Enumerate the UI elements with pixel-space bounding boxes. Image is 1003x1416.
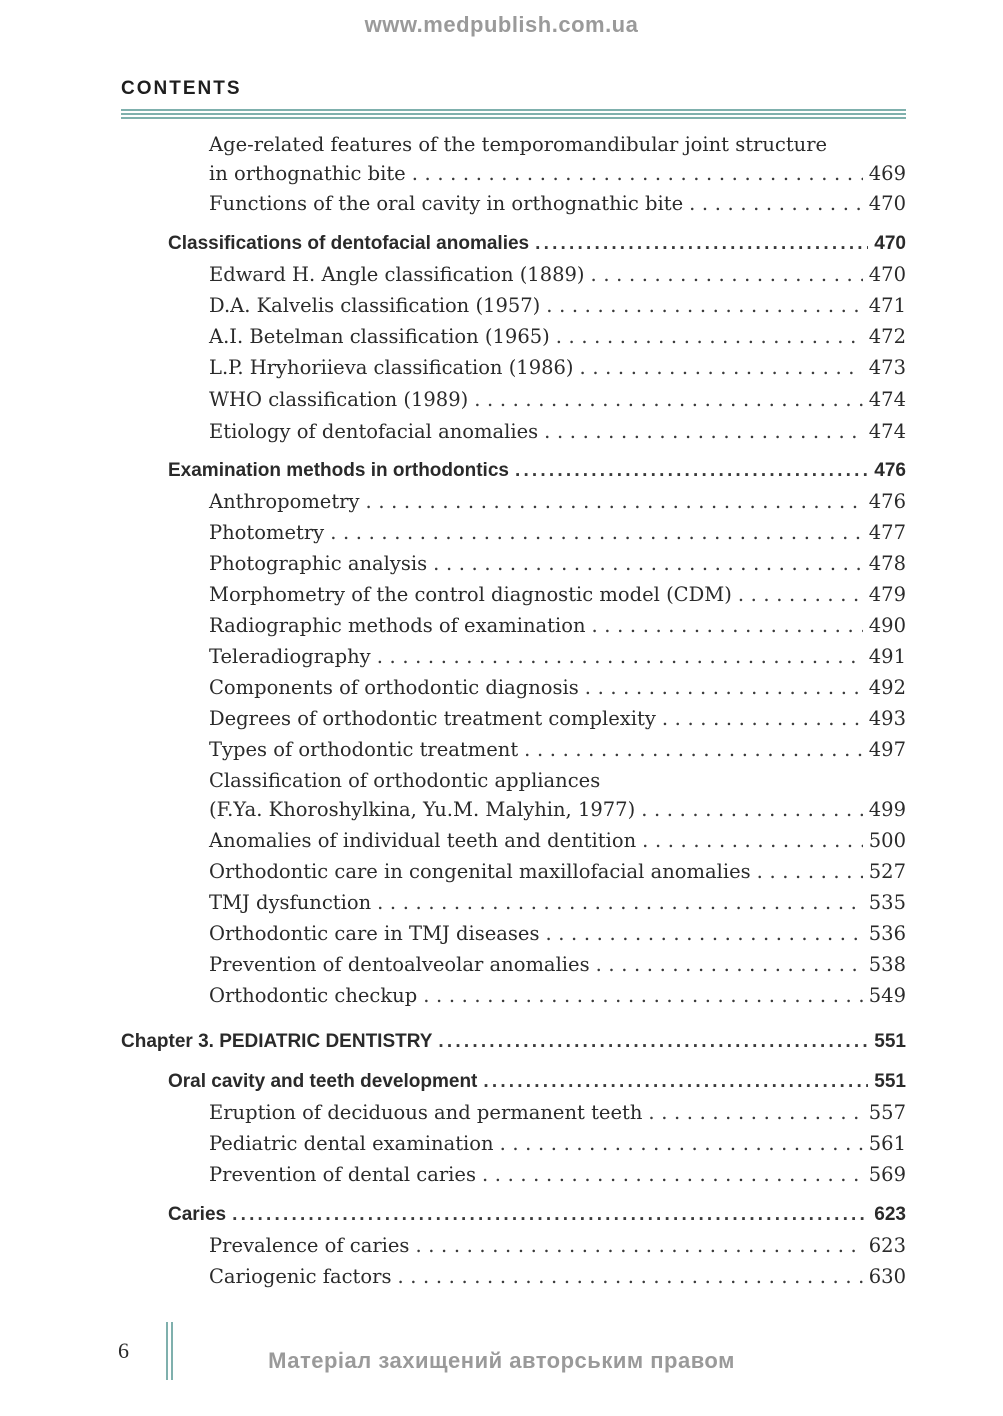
dot-leader xyxy=(580,354,863,382)
dot-leader xyxy=(535,230,868,258)
toc-entry-title: Photographic analysis xyxy=(209,552,428,575)
dot-leader xyxy=(524,736,863,764)
toc-entry-page: 535 xyxy=(868,891,906,914)
toc-entry-title: WHO classification (1989) xyxy=(209,388,469,411)
toc-entry-page: 470 xyxy=(868,263,906,286)
toc-entry-title: Photometry xyxy=(209,521,325,544)
toc-entry-page: 490 xyxy=(868,614,906,637)
toc-section[interactable] xyxy=(168,230,906,258)
toc-entry-title: Radiographic methods of examination xyxy=(209,614,586,637)
toc-subsection[interactable] xyxy=(209,261,906,289)
toc-subsection[interactable] xyxy=(209,705,906,733)
dot-leader xyxy=(738,581,863,609)
toc-subsection[interactable] xyxy=(209,1161,906,1189)
toc-entry-title: Etiology of dentofacial anomalies xyxy=(209,420,539,443)
toc-entry-page: 471 xyxy=(868,294,906,317)
toc-entry-page: 538 xyxy=(868,953,906,976)
dot-leader xyxy=(377,643,863,671)
toc-entry-page: 478 xyxy=(868,552,906,575)
dot-leader xyxy=(415,1232,862,1260)
toc-subsection[interactable] xyxy=(209,386,906,414)
dot-leader xyxy=(545,920,862,948)
dot-leader xyxy=(642,827,863,855)
toc-entry-page: 470 xyxy=(874,233,906,254)
dot-leader xyxy=(546,292,862,320)
page-number: 6 xyxy=(118,1338,129,1363)
toc-entry-title: in orthognathic bite xyxy=(209,162,406,185)
toc-entry-page: 497 xyxy=(868,738,906,761)
toc-entry-title: Orthodontic care in TMJ diseases xyxy=(209,922,540,945)
toc-entry-title: Eruption of deciduous and permanent teeth xyxy=(209,1101,643,1124)
toc-entry-page: 493 xyxy=(868,707,906,730)
dot-leader xyxy=(433,550,863,578)
watermark-bottom: Матеріал захищений авторським правом xyxy=(268,1348,735,1373)
toc-subsection[interactable] xyxy=(209,951,906,979)
toc-entry-title: Edward H. Angle classification (1889) xyxy=(209,263,585,286)
dot-leader xyxy=(757,858,863,886)
dot-leader xyxy=(648,1099,862,1127)
toc-subsection[interactable] xyxy=(209,736,906,764)
toc-entry-title: Orthodontic checkup xyxy=(209,984,418,1007)
toc-subsection[interactable] xyxy=(209,418,906,446)
toc-subsection[interactable] xyxy=(209,354,906,382)
dot-leader xyxy=(438,1028,868,1056)
toc-entry-page: 551 xyxy=(874,1031,906,1052)
toc-subsection[interactable] xyxy=(209,643,906,671)
toc-entry-first-line: Age-related features of the temporomandibular joint structure xyxy=(209,133,828,156)
toc-subsection[interactable] xyxy=(209,519,906,547)
toc-entry-title: Components of orthodontic diagnosis xyxy=(209,676,579,699)
toc-entry-title: Anomalies of individual teeth and dentition xyxy=(209,829,637,852)
dot-leader xyxy=(412,160,863,188)
toc-entry-page: 472 xyxy=(868,325,906,348)
dot-leader xyxy=(330,519,863,547)
toc-subsection[interactable] xyxy=(209,190,906,218)
toc-entry-page: 474 xyxy=(868,420,906,443)
watermark-top: www.medpublish.com.ua xyxy=(364,12,639,37)
toc-section[interactable] xyxy=(168,1068,906,1096)
toc-entry-title: Prevention of dentoalveolar anomalies xyxy=(209,953,590,976)
dot-leader xyxy=(689,190,863,218)
toc-entry-page: 470 xyxy=(868,192,906,215)
toc-subsection[interactable] xyxy=(209,796,906,824)
toc-entry-page: 551 xyxy=(874,1071,906,1092)
toc-entry-title: TMJ dysfunction xyxy=(209,891,372,914)
toc-subsection[interactable] xyxy=(209,982,906,1010)
toc-entry-title: Prevalence of caries xyxy=(209,1234,410,1257)
dot-leader xyxy=(641,796,863,824)
page-header: CONTENTS xyxy=(121,78,242,99)
toc-subsection[interactable] xyxy=(209,827,906,855)
toc-entry-title: Types of orthodontic treatment xyxy=(209,738,519,761)
toc-entry-title: Pediatric dental examination xyxy=(209,1132,494,1155)
toc-entry-title: Teleradiography xyxy=(209,645,371,668)
toc-entry-page: 479 xyxy=(868,583,906,606)
toc-entry-title: Degrees of orthodontic treatment complexity xyxy=(209,707,656,730)
toc-subsection[interactable] xyxy=(209,858,906,886)
dot-leader xyxy=(482,1161,863,1189)
toc-subsection[interactable] xyxy=(209,889,906,917)
toc-entry-title: (F.Ya. Khoroshylkina, Yu.M. Malyhin, 1977) xyxy=(209,798,636,821)
toc-entry-page: 536 xyxy=(868,922,906,945)
toc-section[interactable] xyxy=(168,1201,906,1229)
dot-leader xyxy=(662,705,863,733)
toc-subsection[interactable] xyxy=(209,1130,906,1158)
toc-entry-page: 473 xyxy=(868,356,906,379)
toc-entry-title: Anthropometry xyxy=(209,490,360,513)
toc-entry-first-line: Classification of orthodontic appliances xyxy=(209,769,601,792)
toc-entry-page: 630 xyxy=(868,1265,906,1288)
toc-entry-title: Prevention of dental caries xyxy=(209,1163,476,1186)
dot-leader xyxy=(585,674,863,702)
toc-entry-page: 474 xyxy=(868,388,906,411)
toc-subsection[interactable] xyxy=(209,581,906,609)
dot-leader xyxy=(596,951,863,979)
toc-chapter[interactable] xyxy=(121,1028,906,1056)
dot-leader xyxy=(591,261,863,289)
toc-entry-page: 492 xyxy=(868,676,906,699)
toc-entry-title: Cariogenic factors xyxy=(209,1265,392,1288)
toc-entry-page: 476 xyxy=(868,490,906,513)
toc-entry-title: Functions of the oral cavity in orthognathic bite xyxy=(209,192,684,215)
toc-entry-title: A.I. Betelman classification (1965) xyxy=(209,325,550,348)
toc-entry-title: Orthodontic care in congenital maxillofacial anomalies xyxy=(209,860,751,883)
toc-entry-title: D.A. Kalvelis classification (1957) xyxy=(209,294,541,317)
dot-leader xyxy=(423,982,863,1010)
toc-subsection[interactable] xyxy=(209,1232,906,1260)
toc-entry-title: Classifications of dentofacial anomalies xyxy=(168,233,530,254)
toc-entry-title: L.P. Hryhoriieva classification (1986) xyxy=(209,356,574,379)
toc-section[interactable] xyxy=(168,457,906,485)
toc-entry-page: 527 xyxy=(868,860,906,883)
dot-leader xyxy=(377,889,863,917)
toc-entry-page: 499 xyxy=(868,798,906,821)
dot-leader xyxy=(592,612,863,640)
toc-subsection[interactable] xyxy=(209,323,906,351)
toc-subsection[interactable] xyxy=(209,920,906,948)
dot-leader xyxy=(515,457,868,485)
toc-subsection[interactable] xyxy=(209,550,906,578)
dot-leader xyxy=(556,323,863,351)
dot-leader xyxy=(397,1263,862,1291)
dot-leader xyxy=(544,418,863,446)
dot-leader xyxy=(366,488,863,516)
toc-subsection[interactable] xyxy=(209,1099,906,1127)
toc-entry-title: Morphometry of the control diagnostic model (CDM) xyxy=(209,583,732,606)
toc-subsection[interactable] xyxy=(209,1263,906,1291)
toc-entry-page: 477 xyxy=(868,521,906,544)
toc-entry-page: 561 xyxy=(868,1132,906,1155)
dot-leader xyxy=(500,1130,863,1158)
toc-subsection[interactable] xyxy=(209,488,906,516)
toc-entry-page: 549 xyxy=(868,984,906,1007)
toc-subsection[interactable] xyxy=(209,674,906,702)
toc-entry-page: 557 xyxy=(868,1101,906,1124)
toc-entry-title: Oral cavity and teeth development xyxy=(168,1071,478,1092)
dot-leader xyxy=(232,1201,868,1229)
toc-entry-title: Chapter 3. PEDIATRIC DENTISTRY xyxy=(121,1031,433,1052)
dot-leader xyxy=(483,1068,868,1096)
toc-entry-page: 500 xyxy=(868,829,906,852)
toc-entry-page: 623 xyxy=(874,1204,906,1225)
toc-subsection[interactable] xyxy=(209,612,906,640)
dot-leader xyxy=(474,386,863,414)
toc-entry-page: 469 xyxy=(868,162,906,185)
toc-subsection[interactable] xyxy=(209,160,906,188)
toc-entry-title: Caries xyxy=(168,1204,227,1225)
toc-entry-page: 623 xyxy=(868,1234,906,1257)
toc-entry-page: 569 xyxy=(868,1163,906,1186)
toc-entry-title: Examination methods in orthodontics xyxy=(168,460,509,481)
toc-entry-page: 476 xyxy=(874,460,906,481)
toc-subsection[interactable] xyxy=(209,292,906,320)
toc-entry-page: 491 xyxy=(868,645,906,668)
